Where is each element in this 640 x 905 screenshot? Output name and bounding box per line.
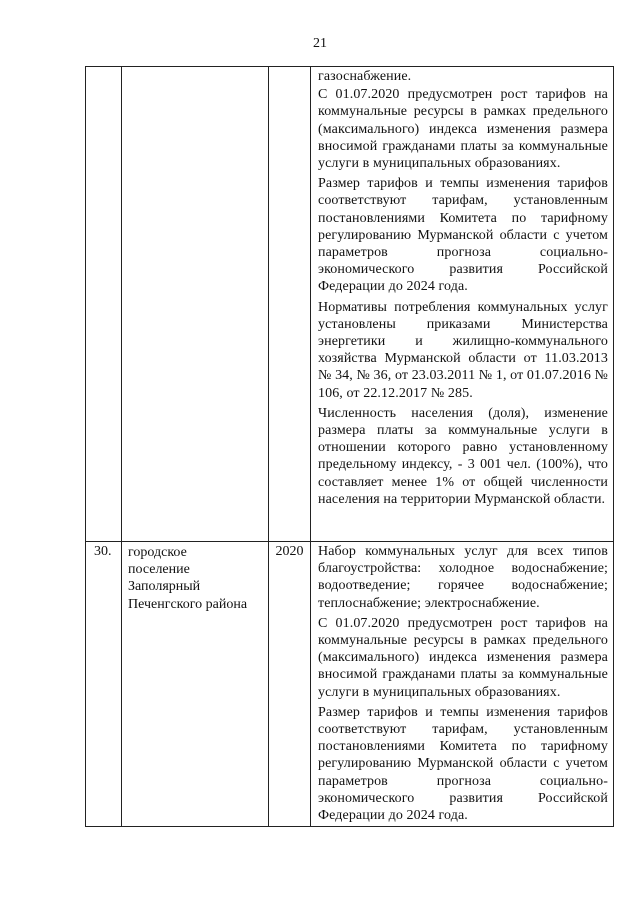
- paragraph: Нормативы потребления коммунальных услуг установлены приказами Министерства энергетики и жилищно-коммунального хозяйства Мурманской области от 11.03.2013 № 34, № 36, от 23.03.2011 № 1, от 01.07.2016 № 106, от 22.12.2017 № 285.: [318, 299, 608, 401]
- row-number-cell: [86, 542, 122, 827]
- paragraph: газоснабжение.: [318, 69, 412, 84]
- row-number: 30.: [94, 544, 112, 559]
- table-row: [86, 542, 614, 827]
- row-number-cell: [86, 67, 122, 542]
- description-cell: [311, 542, 614, 827]
- page-number: 21: [313, 36, 327, 51]
- paragraph: Набор коммунальных услуг для всех типов благоустройства: холодное водоснабжение; водоотведение; горячее водоснабжение; теплоснабжение; электроснабжение.: [318, 544, 608, 611]
- year-cell: [269, 542, 311, 827]
- municipality-line: поселение: [128, 562, 190, 578]
- year-cell: [269, 67, 311, 542]
- municipality-cell: [122, 67, 269, 542]
- paragraph: Размер тарифов и темпы изменения тарифов соответствуют тарифам, установленным постановлениями Комитета по тарифному регулированию Мурманской области с учетом параметров прогноза социально-экономического развития Российской Федерации до 2024 года.: [318, 704, 608, 824]
- description-cell: [311, 67, 614, 542]
- paragraph: С 01.07.2020 предусмотрен рост тарифов на коммунальные ресурсы в рамках предельного (максимального) индекса изменения размера вносимой гражданами платы за коммунальные услуги в муниципальных образованиях.: [318, 87, 608, 172]
- tariff-table: [85, 66, 614, 827]
- paragraph: Численность населения (доля), изменение размера платы за коммунальные услуги в отношении которого равно установленному предельному индексу, - 3 001 чел. (100%), что составляет менее 1% от общей численности населения на территории Мурманской области.: [318, 405, 608, 507]
- municipality-cell: [122, 542, 269, 827]
- municipality-line: городское: [128, 545, 187, 560]
- table-row: [86, 67, 614, 542]
- year: 2020: [275, 544, 304, 559]
- municipality-line: Заполярный: [128, 579, 201, 595]
- paragraph: Размер тарифов и темпы изменения тарифов соответствуют тарифам, установленным постановлениями Комитета по тарифному регулированию Мурманской области с учетом параметров прогноза социально-экономического развития Российской Федерации до 2024 года.: [318, 176, 608, 295]
- municipality-line: Печенгского района: [128, 596, 248, 612]
- paragraph: С 01.07.2020 предусмотрен рост тарифов на коммунальные ресурсы в рамках предельного (максимального) индекса изменения размера вносимой гражданами платы за коммунальные услуги в муниципальных образованиях.: [318, 615, 608, 700]
